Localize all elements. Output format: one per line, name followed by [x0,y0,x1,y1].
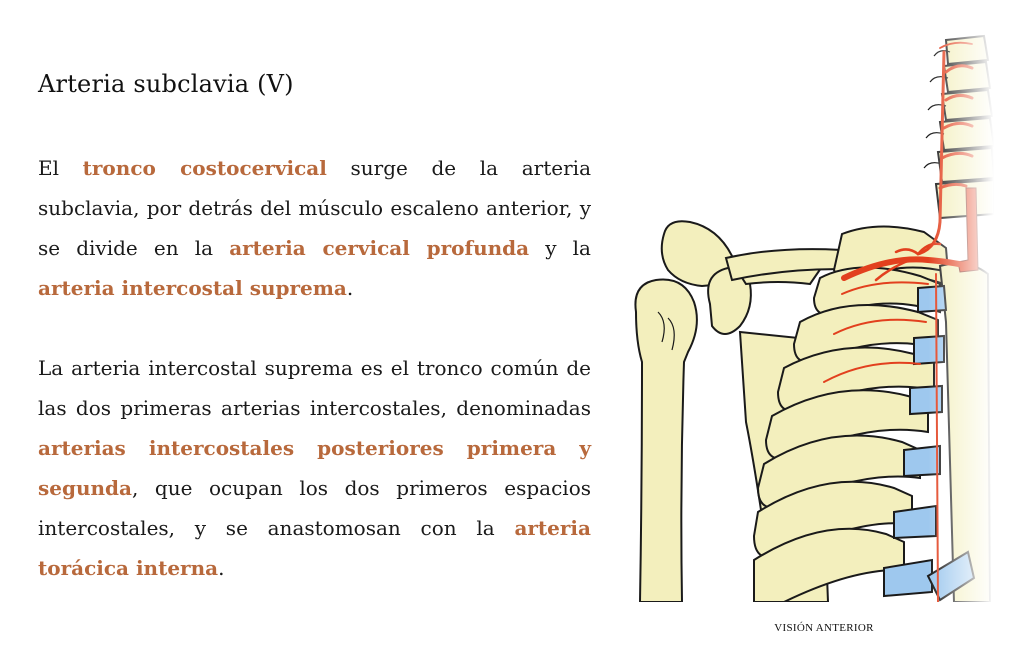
paragraph-costocervical-trunk [38,148,591,308]
text-segment: . [346,276,354,300]
paragraph-supreme-intercostal [38,348,591,588]
page-title: Arteria subclavia (V) [38,70,294,98]
term-supreme-intercostal-artery: arteria intercostal suprema [38,276,347,300]
figure-caption: VISIÓN ANTERIOR [774,622,874,634]
text-segment: El [38,156,83,180]
text-segment: , que ocupan los dos primeros espacios intercostales, y se anastomosan con la [38,476,591,540]
thorax-anatomy-illustration [628,22,994,602]
text-segment: . [218,556,225,580]
humerus [635,279,696,602]
term-costocervical-trunk: tronco costocervical [82,156,327,180]
term-internal-thoracic-artery: arteria torácica interna [38,516,591,580]
text-segment: La arteria intercostal suprema es el tronco común de las dos primeras arterias intercostales, denominadas [38,356,591,420]
text-segment: surge de la arteria subclavia, por detrás del músculo escaleno anterior, y se divide en la [38,156,591,260]
term-deep-cervical-artery: arteria cervical profunda [229,236,530,260]
text-segment: y la [529,236,591,260]
term-posterior-intercostal-arteries: arterias intercostales posteriores primera y segunda [38,436,591,500]
